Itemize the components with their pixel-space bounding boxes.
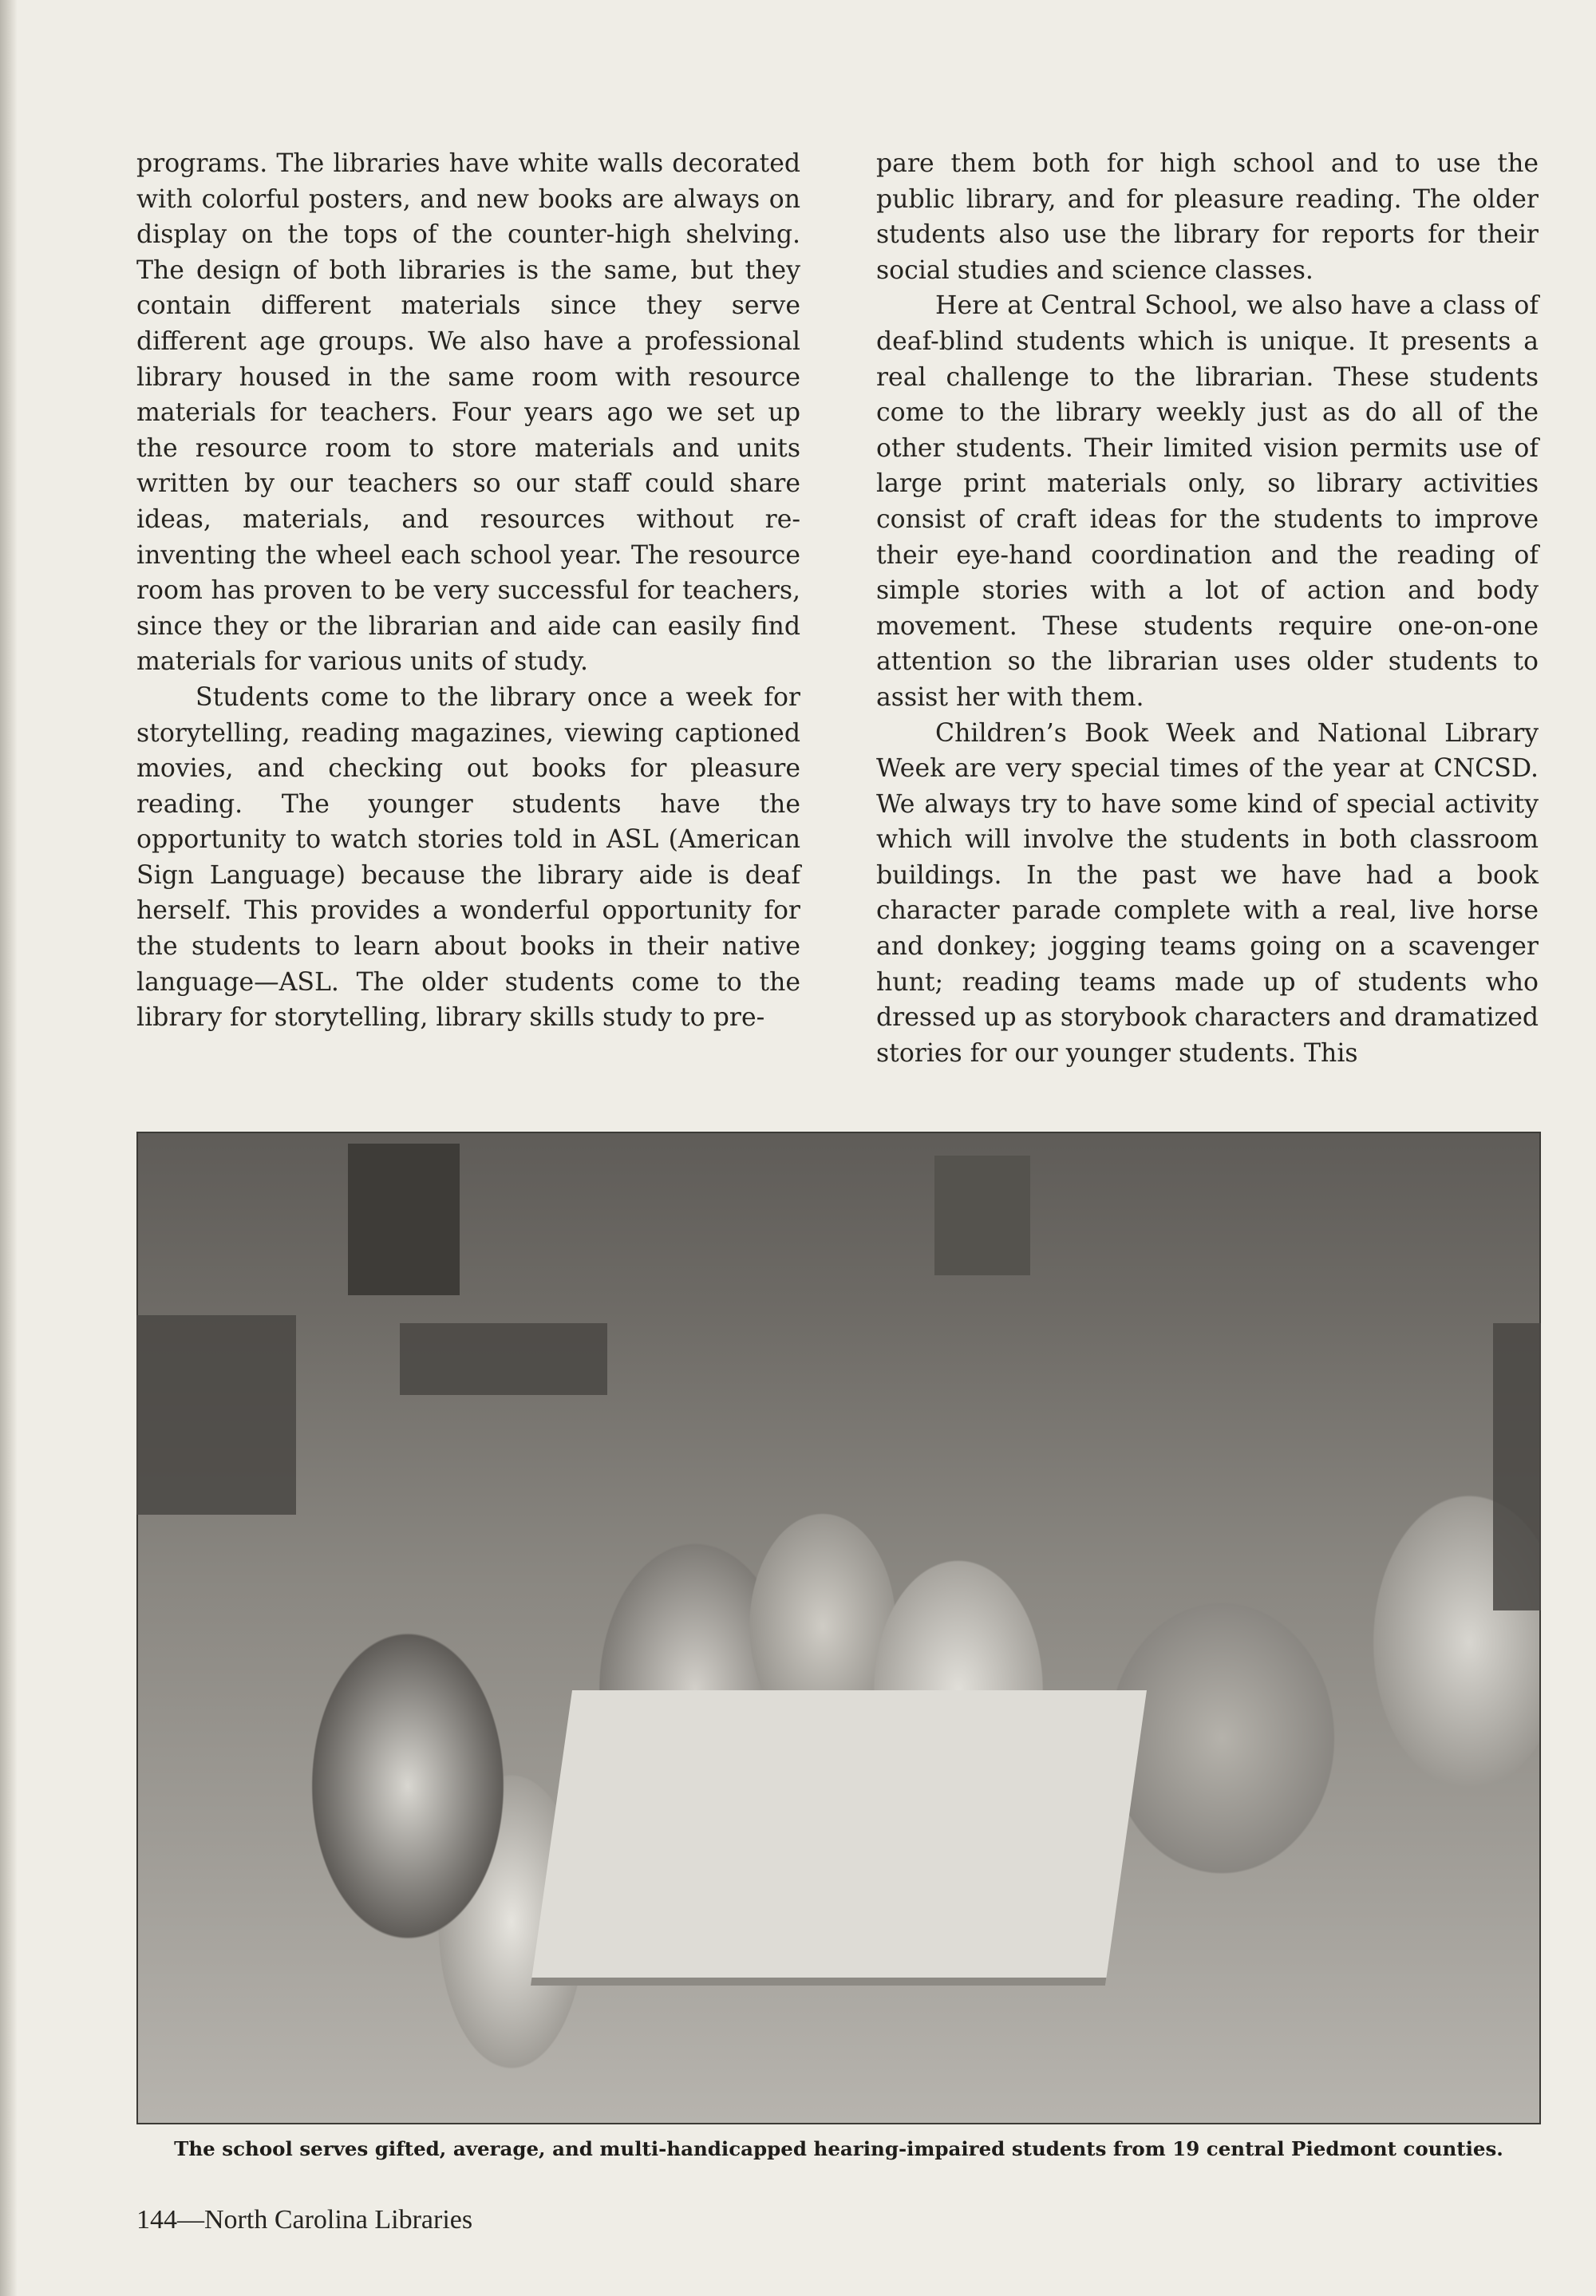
- right-text-column: [876, 146, 1539, 1071]
- paragraph: Students come to the library once a week for storytelling, reading magazines, viewing captioned movies, and checking out books for pleasure reading. The younger students have the opportunity to watch stories told in ASL (American Sign Language) because the library aide is deaf herself. This provides a wonderful opportunity for the students to learn about books in their native language—ASL. The older students come to the library for storytelling, library skills study to pre-: [136, 682, 800, 1033]
- wall-poster: [934, 1156, 1030, 1275]
- bookshelf: [400, 1323, 607, 1395]
- bookshelf: [1493, 1323, 1541, 1610]
- page-footer: 144—North Carolina Libraries: [136, 2205, 473, 2235]
- page-binding-edge: [0, 0, 18, 2296]
- library-table: [531, 1690, 1147, 1986]
- wall-poster: [348, 1144, 460, 1295]
- photo-caption: The school serves gifted, average, and multi-handicapped hearing-impaired students from 19 central Piedmont counties.: [174, 2137, 1503, 2160]
- paragraph: pare them both for high school and to use the public library, and for pleasure reading. The older students also use the library for reports for their social studies and science classes.: [876, 149, 1539, 285]
- paragraph: programs. The libraries have white walls decorated with colorful posters, and new books are always on display on the tops of the counter-high shelving. The design of both libraries is the same, but they contain different materials since they serve different age groups. We also have a professional library housed in the same room with resource materials for teachers. Four years ago we set up the resource room to store materials and units written by our teachers so our staff could share ideas, materials, and resources without re-inventing the wheel each school year. The resource room has proven to be very successful for teachers, since they or the librarian and aide can easily find materials for various units of study.: [136, 149, 800, 677]
- library-students-photo: [136, 1132, 1541, 2124]
- paragraph: Here at Central School, we also have a class of deaf-blind students which is unique. It presents a real challenge to the librarian. These students come to the library weekly just as do all of the other students. Their limited vision permits use of large print materials only, so library activities consist of craft ideas for the students to improve their eye-hand coordination and the reading of simple stories with a lot of action and body movement. These students require one-on-one attention so the librarian uses older students to assist her with them.: [876, 291, 1539, 712]
- bookshelf: [136, 1315, 296, 1515]
- paragraph: Children’s Book Week and National Library Week are very special times of the year at CNCSD. We always try to have some kind of special activity which will involve the students in both classroom buildings. In the past we have had a book character parade complete with a real, live horse and donkey; jogging teams going on a scavenger hunt; reading teams made up of students who dressed up as storybook characters and dramatized stories for our younger students. This: [876, 718, 1539, 1068]
- left-text-column: [136, 146, 800, 1036]
